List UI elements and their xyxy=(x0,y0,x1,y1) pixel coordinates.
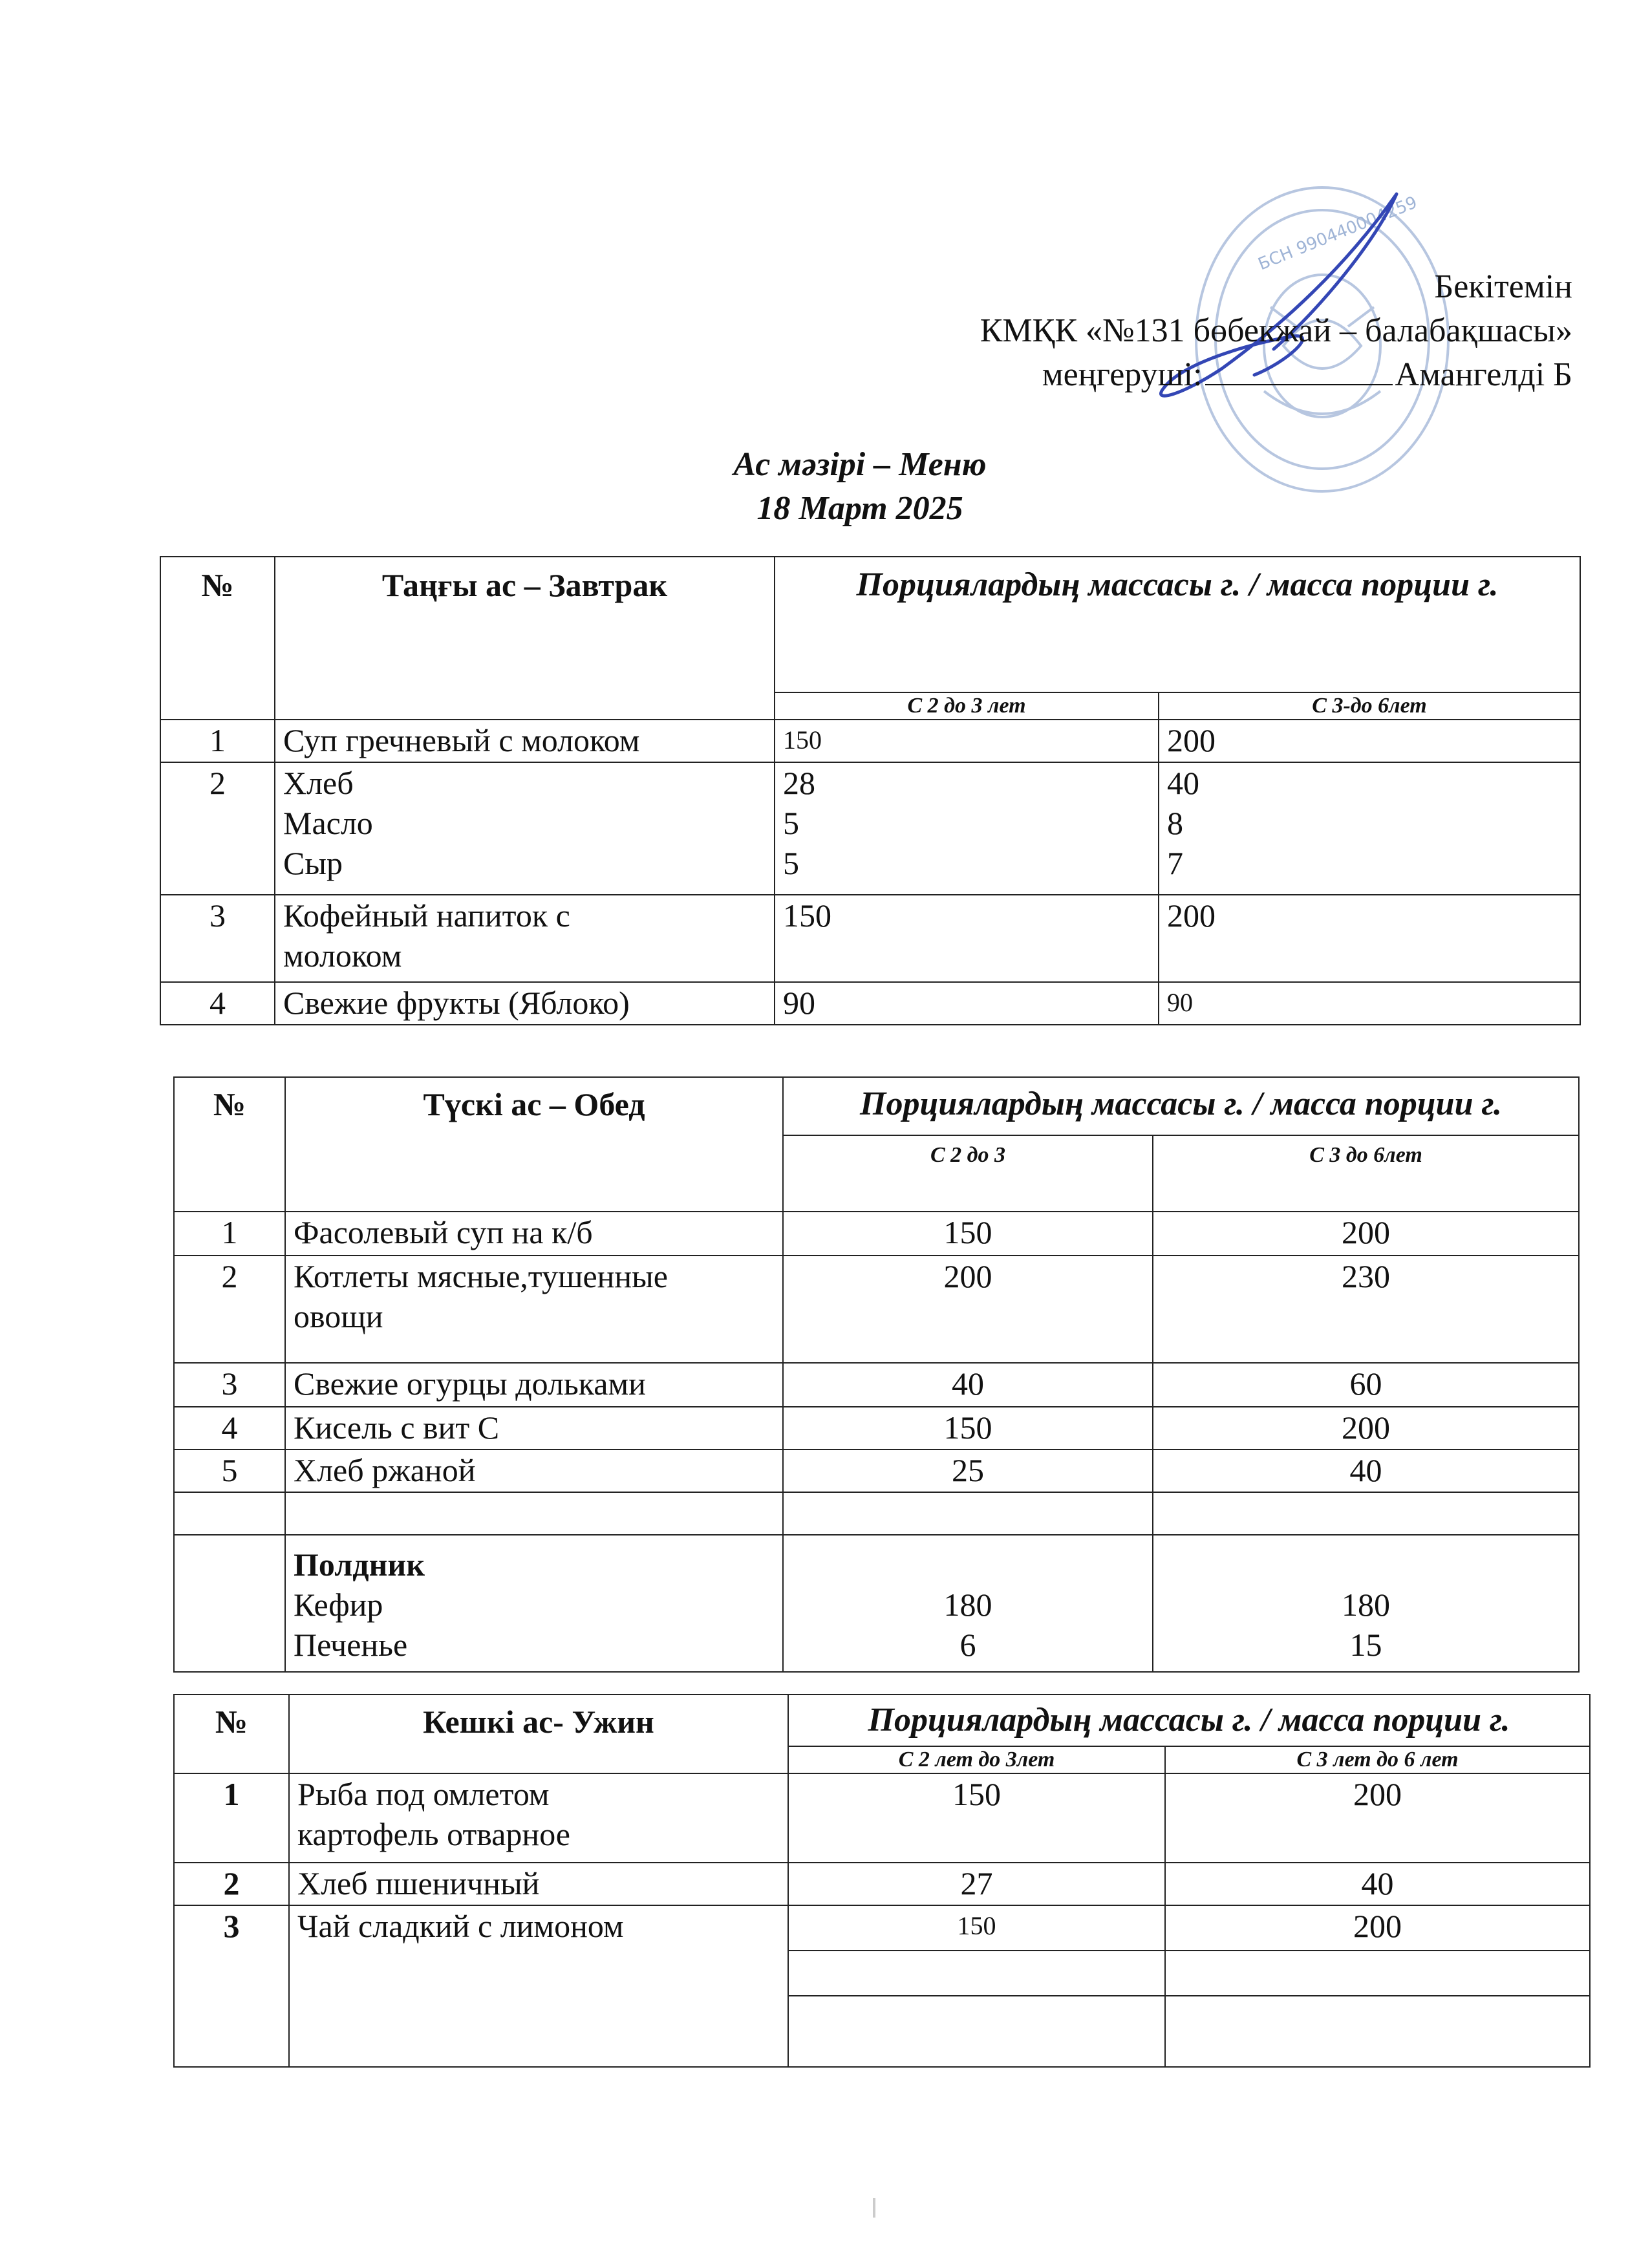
breakfast-table xyxy=(160,556,1581,1025)
row-number: 2 xyxy=(174,1863,289,1905)
lunch-col-no: № xyxy=(174,1077,285,1212)
table-row xyxy=(174,1212,1579,1256)
table-row xyxy=(174,1773,1590,1863)
lunch-col-name: Түскі ас – Обед xyxy=(285,1077,783,1212)
empty-cell xyxy=(285,1492,783,1535)
empty-cell xyxy=(174,1535,285,1672)
dish-name xyxy=(289,1773,788,1863)
portion-value: 180 xyxy=(1342,1587,1390,1623)
row-number: 1 xyxy=(174,1212,285,1256)
row-number: 4 xyxy=(174,1407,285,1450)
dinner-age-1: С 2 лет до 3лет xyxy=(788,1746,1165,1773)
portion-value: 40 xyxy=(1167,765,1199,801)
dinner-age-2: С 3 лет до 6 лет xyxy=(1165,1746,1590,1773)
dish-line: Масло xyxy=(283,805,373,841)
portion-value: 15 xyxy=(1349,1627,1382,1663)
dish-name: Свежие огурцы дольками xyxy=(285,1363,783,1407)
table-row xyxy=(174,1863,1590,1905)
breakfast-col-name: Таңғы ас – Завтрак xyxy=(275,557,775,720)
portion-2-3: 150 xyxy=(788,1773,1165,1863)
table-row xyxy=(160,982,1580,1025)
breakfast-col-mass: Порциялардың массасы г. / масса порции г. xyxy=(775,557,1580,692)
row-number: 3 xyxy=(160,895,275,982)
dinner-col-mass: Порциялардың массасы г. / масса порции г. xyxy=(788,1695,1590,1746)
page-title xyxy=(0,443,1650,531)
dinner-col-no: № xyxy=(174,1695,289,1773)
dinner-table xyxy=(173,1694,1591,2068)
row-number: 4 xyxy=(160,982,275,1025)
empty-cell xyxy=(174,1492,285,1535)
portion-2-3: 40 xyxy=(783,1363,1153,1407)
portion-2-3 xyxy=(783,1535,1153,1672)
approval-line-3 xyxy=(980,353,1572,397)
dish-line: Хлеб xyxy=(283,765,354,801)
menu-title: Ас мәзірі – Меню xyxy=(733,446,987,483)
table-row xyxy=(174,1256,1579,1363)
scan-artifact xyxy=(873,2198,875,2218)
lunch-age-1: С 2 до 3 xyxy=(783,1135,1153,1212)
row-number: 1 xyxy=(174,1773,289,1863)
dinner-col-name: Кешкі ас- Ужин xyxy=(289,1695,788,1773)
portion-value: 5 xyxy=(783,845,799,881)
dish-line: Кофейный напиток с xyxy=(283,897,570,934)
empty-cell xyxy=(783,1492,1153,1535)
portion-3-6: 200 xyxy=(1165,1905,1590,1951)
table-row xyxy=(160,895,1580,982)
dish-name: Хлеб ржаной xyxy=(285,1450,783,1492)
menu-date: 18 Март 2025 xyxy=(756,490,963,527)
portion-3-6: 90 xyxy=(1159,982,1580,1025)
portion-2-3: 150 xyxy=(775,895,1159,982)
dish-line: молоком xyxy=(283,937,402,974)
table-row xyxy=(174,1905,1590,1951)
portion-2-3: 150 xyxy=(775,720,1159,762)
approval-position: меңгеруші: xyxy=(1042,356,1203,393)
lunch-table xyxy=(173,1076,1580,1673)
empty-cell xyxy=(788,1951,1165,1996)
signature-line xyxy=(1205,356,1393,385)
portion-2-3 xyxy=(775,762,1159,895)
portion-2-3: 150 xyxy=(783,1407,1153,1450)
dish-name xyxy=(275,895,775,982)
dish-name: Свежие фрукты (Яблоко) xyxy=(275,982,775,1025)
row-number: 5 xyxy=(174,1450,285,1492)
portion-3-6: 60 xyxy=(1153,1363,1579,1407)
portion-value: 7 xyxy=(1167,845,1183,881)
snack-item: Печенье xyxy=(294,1627,408,1663)
portion-3-6: 40 xyxy=(1165,1863,1590,1905)
row-number: 2 xyxy=(174,1256,285,1363)
dish-name: Суп гречневый с молоком xyxy=(275,720,775,762)
dish-name xyxy=(275,762,775,895)
portion-2-3: 27 xyxy=(788,1863,1165,1905)
stamp-text: БСН 990440004259 xyxy=(1255,193,1420,275)
table-row xyxy=(174,1450,1579,1492)
approval-line-2: КМҚК «№131 бөбекжай – балабақшасы» xyxy=(980,312,1572,349)
dish-line: Рыба под омлетом xyxy=(297,1776,550,1812)
table-row xyxy=(174,1407,1579,1450)
approval-block xyxy=(980,265,1572,397)
dish-line: Котлеты мясные,тушенные xyxy=(294,1258,668,1294)
portion-3-6 xyxy=(1159,762,1580,895)
table-row xyxy=(174,1363,1579,1407)
portion-3-6: 200 xyxy=(1165,1773,1590,1863)
portion-2-3: 90 xyxy=(775,982,1159,1025)
portion-3-6: 200 xyxy=(1153,1212,1579,1256)
portion-2-3: 200 xyxy=(783,1256,1153,1363)
portion-3-6: 230 xyxy=(1153,1256,1579,1363)
portion-3-6 xyxy=(1153,1535,1579,1672)
dish-name: Чай сладкий с лимоном xyxy=(289,1905,788,2067)
approval-line-1: Бекітемін xyxy=(1434,268,1572,305)
snack-item: Кефир xyxy=(294,1587,383,1623)
row-number: 1 xyxy=(160,720,275,762)
dish-name: Хлеб пшеничный xyxy=(289,1863,788,1905)
table-row xyxy=(160,762,1580,895)
snack-items xyxy=(285,1535,783,1672)
portion-value: 8 xyxy=(1167,805,1183,841)
portion-2-3: 25 xyxy=(783,1450,1153,1492)
row-number: 2 xyxy=(160,762,275,895)
portion-3-6: 40 xyxy=(1153,1450,1579,1492)
empty-cell xyxy=(1165,1951,1590,1996)
dish-line: овощи xyxy=(294,1298,383,1334)
snack-row xyxy=(174,1535,1579,1672)
snack-title: Полдник xyxy=(294,1546,425,1583)
breakfast-age-1: С 2 до 3 лет xyxy=(775,692,1159,720)
dish-name: Фасолевый суп на к/б xyxy=(285,1212,783,1256)
dish-name: Кисель с вит С xyxy=(285,1407,783,1450)
breakfast-col-no: № xyxy=(160,557,275,720)
approval-name: Амангелді Б xyxy=(1395,356,1572,393)
dish-name xyxy=(285,1256,783,1363)
portion-value: 6 xyxy=(959,1627,976,1663)
row-number: 3 xyxy=(174,1905,289,2067)
lunch-col-mass: Порциялардың массасы г. / масса порции г. xyxy=(783,1077,1579,1135)
table-row-empty xyxy=(174,1492,1579,1535)
portion-2-3: 150 xyxy=(783,1212,1153,1256)
portion-3-6: 200 xyxy=(1159,720,1580,762)
dish-line: Сыр xyxy=(283,845,343,881)
breakfast-age-2: С 3-до 6лет xyxy=(1159,692,1580,720)
lunch-age-2: С 3 до 6лет xyxy=(1153,1135,1579,1212)
portion-value: 180 xyxy=(943,1587,992,1623)
dish-line: картофель отварное xyxy=(297,1816,570,1852)
empty-cell xyxy=(788,1996,1165,2067)
portion-value: 28 xyxy=(783,765,815,801)
portion-3-6: 200 xyxy=(1153,1407,1579,1450)
portion-value: 5 xyxy=(783,805,799,841)
empty-cell xyxy=(1153,1492,1579,1535)
empty-cell xyxy=(1165,1996,1590,2067)
portion-3-6: 200 xyxy=(1159,895,1580,982)
portion-2-3: 150 xyxy=(788,1905,1165,1951)
table-row xyxy=(160,720,1580,762)
row-number: 3 xyxy=(174,1363,285,1407)
